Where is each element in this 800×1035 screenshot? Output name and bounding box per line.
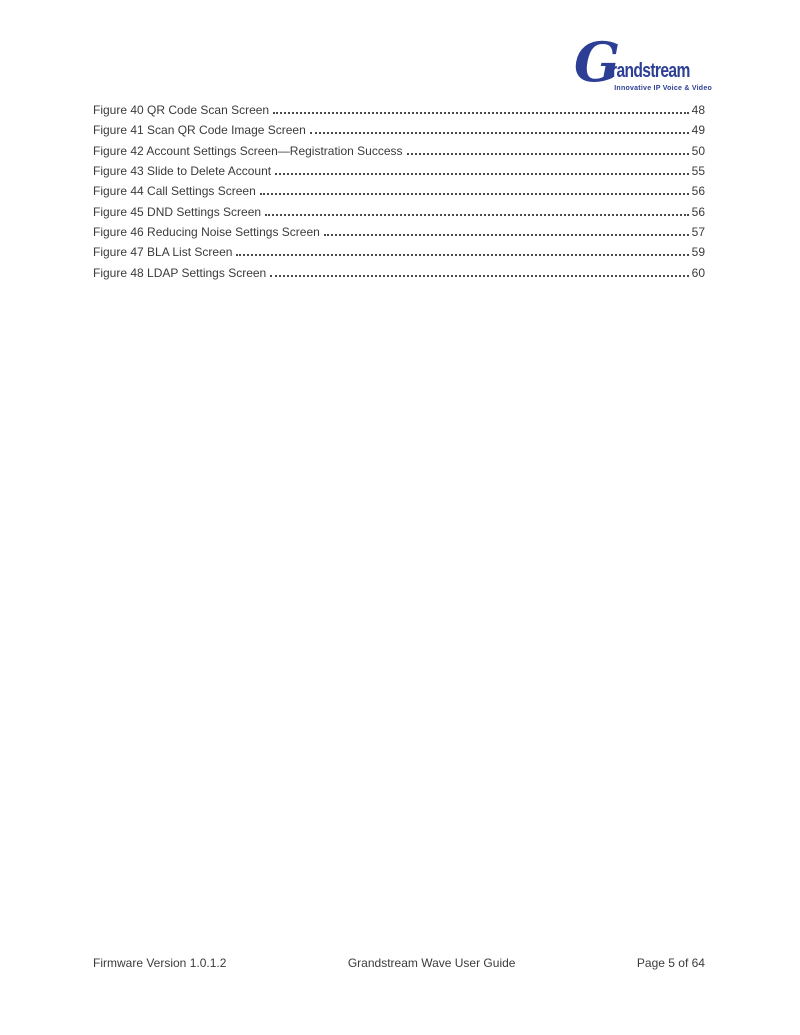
toc-entry-row[interactable] [93,242,705,262]
toc-entry-label: Figure 43 Slide to Delete Account [93,164,272,179]
toc-entry-label: Figure 46 Reducing Noise Settings Screen [93,225,320,240]
footer-document-title: Grandstream Wave User Guide [347,956,516,970]
toc-entry-page-number: 49 [691,123,705,138]
toc-entry-label: Figure 47 BLA List Screen [93,245,233,260]
toc-dotted-leader [324,234,689,236]
toc-dotted-leader [407,153,689,155]
toc-entry-row[interactable] [93,181,705,201]
footer-firmware-version: Firmware Version 1.0.1.2 [93,956,227,970]
toc-dotted-leader [265,214,689,216]
toc-entry-page-number: 57 [691,225,705,240]
toc-entry-label: Figure 44 Call Settings Screen [93,184,256,199]
toc-entry-page-number: 59 [691,245,705,260]
toc-entry-page-number: 48 [691,103,705,117]
toc-entry-page-number: 56 [691,204,705,219]
toc-entry-row[interactable] [93,202,705,222]
toc-dotted-leader [270,275,688,277]
toc-entry-label: Figure 40 QR Code Scan Screen [93,103,270,117]
toc-entry-row[interactable] [93,161,705,181]
toc-entry-page-number: 55 [691,164,705,179]
toc-entry-row[interactable] [93,120,705,140]
page-footer [93,956,705,970]
toc-entry-page-number: 60 [691,265,705,280]
toc-entry-label: Figure 42 Account Settings Screen—Registration Success [93,143,403,158]
toc-entry-label: Figure 48 LDAP Settings Screen [93,265,267,280]
grandstream-wordmark-text: randstream [611,60,690,83]
grandstream-logo [573,30,712,94]
toc-entry-label: Figure 45 DND Settings Screen [93,204,262,219]
toc-list [93,100,705,283]
footer-page-indicator: Page 5 of 64 [636,956,705,970]
toc-entry-row[interactable] [93,100,705,120]
toc-entry-page-number: 50 [691,143,705,158]
toc-dotted-leader [260,193,689,195]
toc-dotted-leader [275,173,689,175]
toc-entry-row[interactable] [93,222,705,242]
toc-dotted-leader [273,112,689,114]
toc-entry-label: Figure 41 Scan QR Code Image Screen [93,123,306,138]
toc-entry-row[interactable] [93,263,705,283]
toc-entry-page-number: 56 [691,184,705,199]
toc-dotted-leader [310,132,689,134]
grandstream-tagline: Innovative IP Voice & Video [614,85,712,93]
grandstream-g-glyph: G [573,30,621,94]
toc-entry-row[interactable] [93,141,705,161]
toc-dotted-leader [236,254,688,256]
